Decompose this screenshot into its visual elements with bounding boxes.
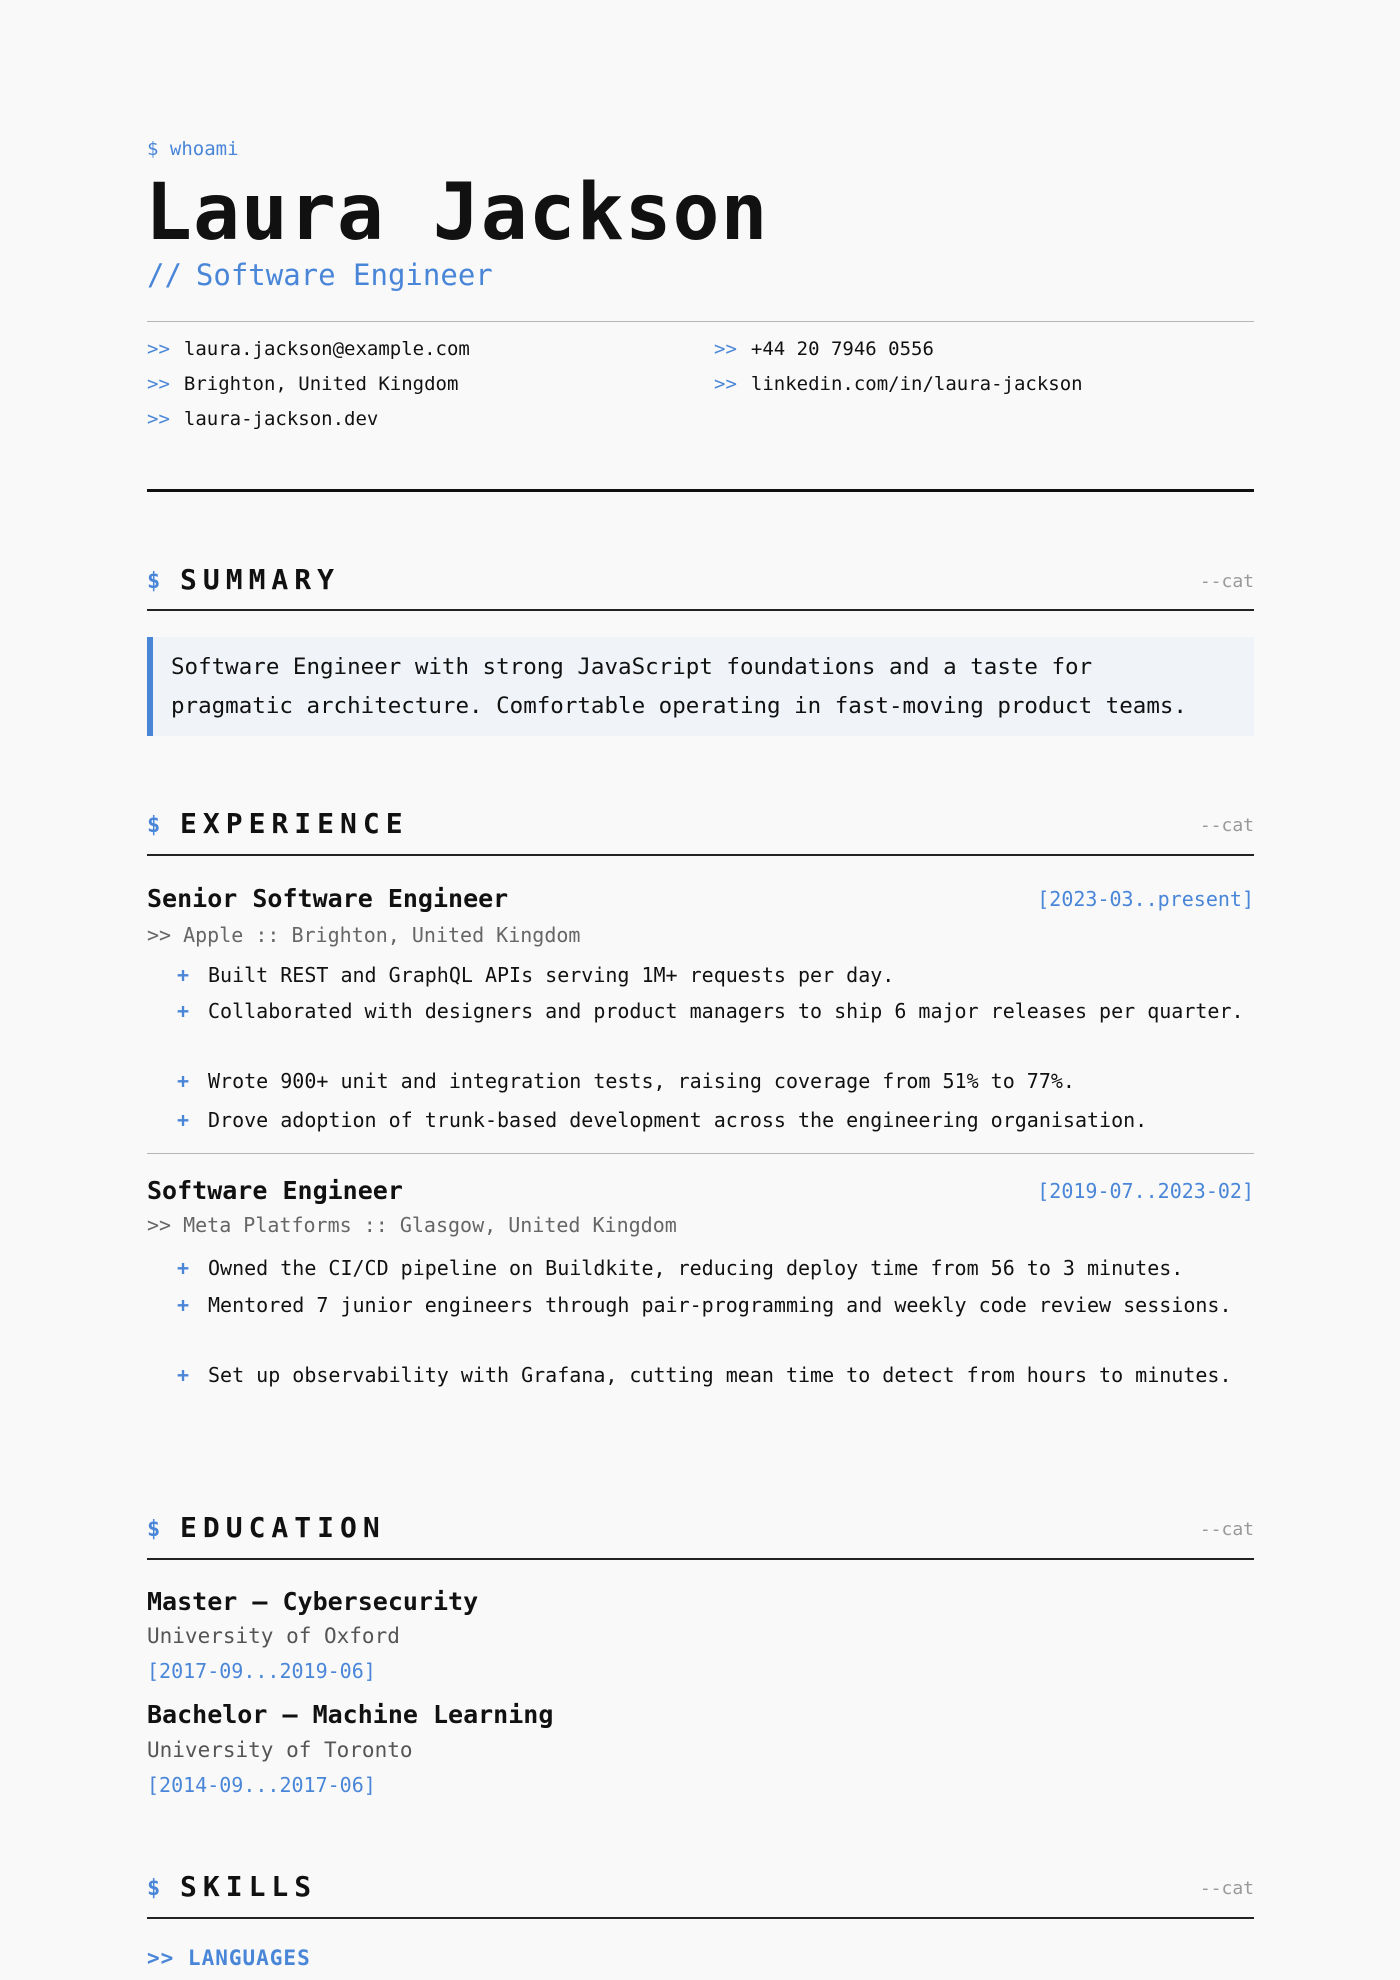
page-title: Laura Jackson xyxy=(145,168,769,258)
dollar-icon: $ xyxy=(147,1517,161,1542)
contact-linkedin[interactable]: >> linkedin.com/in/laura-jackson xyxy=(714,373,1083,395)
whoami-prompt: $ whoami xyxy=(147,138,239,160)
plus-icon: + xyxy=(177,1256,190,1280)
contact-email[interactable]: >> laura.jackson@example.com xyxy=(147,338,470,360)
cat-hint: --cat xyxy=(1199,815,1254,836)
section-rule xyxy=(147,854,1254,856)
section-heading-experience xyxy=(147,807,1254,843)
contact-website[interactable]: >> laura-jackson.dev xyxy=(147,408,379,430)
job-company: >> Apple :: Brighton, United Kingdom xyxy=(147,923,581,947)
chevron-icon: >> xyxy=(147,408,170,430)
plus-icon: + xyxy=(177,999,190,1023)
section-heading-education xyxy=(147,1511,1254,1547)
dollar-icon: $ xyxy=(147,1876,161,1901)
job-date: [2023-03..present] xyxy=(1037,887,1254,911)
contact-location: >> Brighton, United Kingdom xyxy=(147,373,459,395)
role-label: Software Engineer xyxy=(195,258,493,292)
section-title: SKILLS xyxy=(180,1870,318,1903)
job-title: Senior Software Engineer xyxy=(147,884,509,913)
comment-slash-icon: // xyxy=(147,258,182,292)
plus-icon: + xyxy=(177,1363,190,1387)
job-date: [2019-07..2023-02] xyxy=(1037,1179,1254,1203)
education-school: University of Toronto xyxy=(147,1738,413,1762)
dollar-icon: $ xyxy=(147,813,161,838)
job-role xyxy=(147,258,493,292)
job-title: Software Engineer xyxy=(147,1176,403,1205)
job-company: >> Meta Platforms :: Glasgow, United Kingdom xyxy=(147,1213,677,1237)
cat-hint: --cat xyxy=(1199,1519,1254,1540)
section-title: EXPERIENCE xyxy=(180,807,409,840)
chevron-icon: >> xyxy=(147,1213,172,1237)
plus-icon: + xyxy=(177,1108,190,1132)
job-divider xyxy=(147,1153,1254,1154)
plus-icon: + xyxy=(177,1293,190,1317)
header-divider xyxy=(147,321,1254,322)
cat-hint: --cat xyxy=(1199,571,1254,592)
section-heading-summary xyxy=(147,563,1254,599)
education-degree: Bachelor — Machine Learning xyxy=(147,1700,554,1729)
plus-icon: + xyxy=(177,1069,190,1093)
resume-page: $ whoami Laura Jackson // Software Engineer >> laura.jackson@example.com >> +44 20 7946 0556 >> Brighton, United Kingdom >> linkedin.com/in/laura-jackson >> laura-jackson.dev $ SUMMARY --cat Software Engineer with strong JavaScript foundations and a taste for pragmatic architecture. Comfortable operating in fast-moving product teams. $ EXPERIENCE --cat Senior Software Engineer [2023-03..present] >> Apple :: Brighton, United Kingdom + Built REST and GraphQL APIs serving 1M+ requests per day. + Collaborated with designers and product managers to ship 6 major releases per quarter. + Wrote 900+ unit and integration tests, raising coverage from 51% to 77%. + Drove adoption of trunk-based development across the engineering organisation. Software Engineer [2019-07..2023-02] >> Meta Platforms :: Glasgow, United Kingdom + Owned the CI/CD pipeline on Buildkite, reducing deploy time from 56 to 3 minutes. + Mentored 7 junior engineers through pair-programming and weekly code review sessions. + Set up observability with Grafana, cutting mean time to detect from hours to minutes. $ EDUCATION --cat Master — Cybersecurity University of Oxford [2017-09...2019-06] Bachelor — Machine Learning University of Toronto [2014-09...2017-06] $ SKILLS --cat >> LANGUAGES xyxy=(145,138,1254,1970)
chevron-icon: >> xyxy=(147,373,170,395)
education-date: [2014-09...2017-06] xyxy=(147,1773,376,1797)
plus-icon: + xyxy=(177,963,190,987)
chevron-icon: >> xyxy=(714,338,737,360)
section-rule xyxy=(147,1917,1254,1919)
chevron-icon: >> xyxy=(147,338,170,360)
education-degree: Master — Cybersecurity xyxy=(147,1587,479,1616)
section-rule xyxy=(147,1558,1254,1560)
section-rule xyxy=(147,609,1254,611)
section-title: EDUCATION xyxy=(180,1511,386,1544)
header-bottom-rule xyxy=(147,489,1254,492)
dollar-icon: $ xyxy=(147,569,161,594)
contact-phone[interactable]: >> +44 20 7946 0556 xyxy=(714,338,934,360)
section-title: SUMMARY xyxy=(180,563,341,596)
education-school: University of Oxford xyxy=(147,1624,400,1648)
chevron-icon: >> xyxy=(147,923,172,947)
chevron-icon: >> xyxy=(714,373,737,395)
skills-subheading: >> LANGUAGES xyxy=(147,1946,311,1970)
education-date: [2017-09...2019-06] xyxy=(147,1659,376,1683)
summary-text: Software Engineer with strong JavaScript foundations and a taste for pragmatic architecture. Comfortable operating in fast-moving product teams. xyxy=(147,637,1254,736)
cat-hint: --cat xyxy=(1199,1878,1254,1899)
section-heading-skills xyxy=(147,1870,1254,1906)
